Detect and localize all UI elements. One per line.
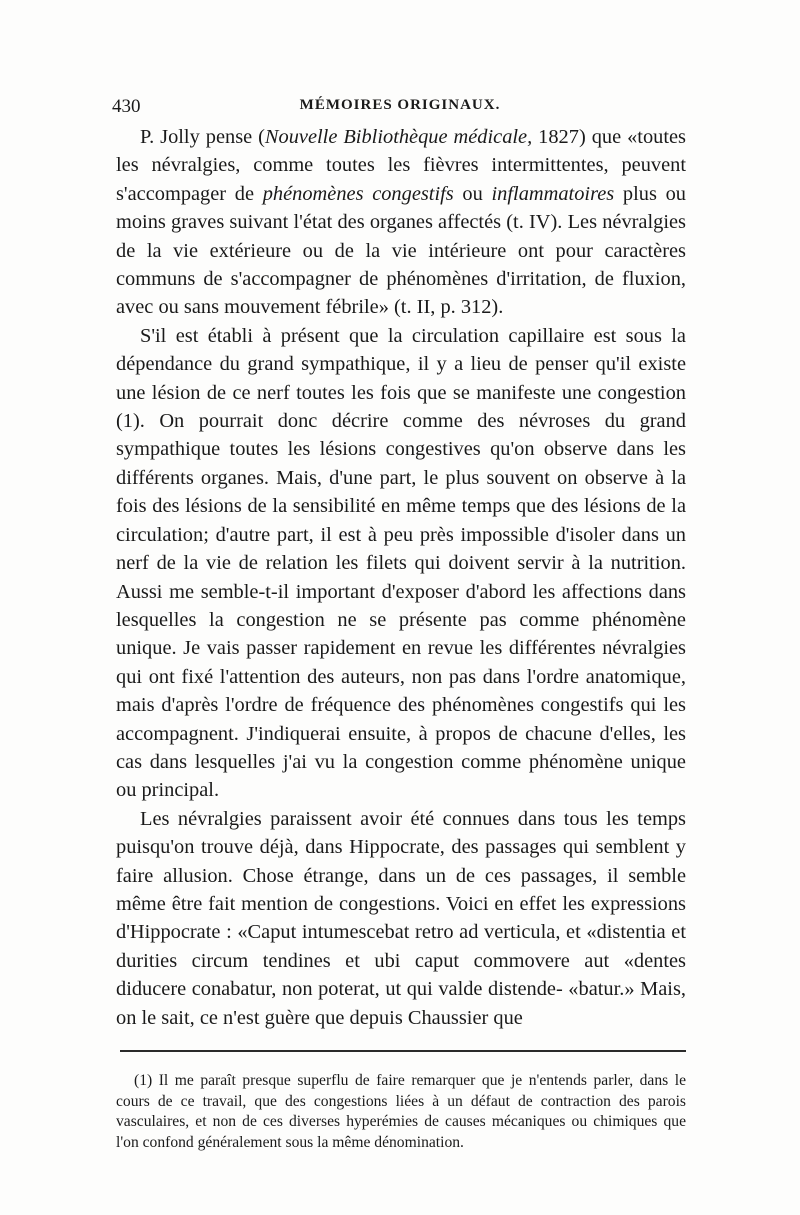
footnote: [116, 1071, 686, 1153]
p1-text-g: plus ou moins graves suivant l'état des organes affectés (t. IV). Les névralgies de la vie extérieure ou de la vie intérieure ont pour caractères communs de s'accompagner de phénomènes d'irritation, de fluxion, avec ou sans mouvement fébrile» (t. II, p. 312).: [116, 182, 686, 319]
p1-text-e: ou: [453, 182, 492, 205]
footnote-text: (1) Il me paraît presque superflu de faire remarquer que je n'entends parler, dans le cours de ce travail, que des congestions liées à un défaut de contraction des parois vasculaires, et non de ces diverses hyperémies de causes mécaniques ou chimiques que l'on confond généralement sous la même dénomination.: [116, 1072, 686, 1151]
citation-title: Nouvelle Bibliothèque médicale,: [264, 126, 533, 148]
paragraph-3: Les névralgies paraissent avoir été connues dans tous les temps puisqu'on trouve déjà, dans Hippocrate, des passages qui semblent y faire allusion. Chose étrange, dans un de ces passages, il semble même être fait mention de congestions. Voici en effet les expressions d'Hippocrate : «Caput intumescebat retro ad verticula, et «distentia et durities circum tendines et ubi caput commovere aut «dentes diducere conabatur, non poterat, ut qui valde distende- «batur.» Mais, on le sait, ce n'est guère que depuis Chaussier que: [116, 807, 686, 1029]
emphasis-congestifs: phénomènes congestifs: [262, 182, 454, 205]
p1-text-c: 1827) que «toutes les névralgies, comme toutes les fièvres intermittentes, peuvent s'accompager de: [116, 126, 686, 205]
footnote-rule: [120, 1050, 686, 1052]
running-title: MÉMOIRES ORIGINAUX.: [299, 97, 501, 113]
p1-text-a: P. Jolly pense (: [140, 126, 265, 148]
page-header: [112, 96, 688, 120]
page-number: 430: [112, 96, 141, 117]
emphasis-inflammatoires: inflammatoires: [491, 182, 615, 205]
paragraph-1: [116, 123, 686, 322]
paragraph-2: S'il est établi à présent que la circulation capillaire est sous la dépendance du grand sympathique, il y a lieu de penser qu'il existe une lésion de ce nerf toutes les fois que se manifeste une congestion (1). On pourrait donc décrire comme des névroses du grand sympathique toutes les lésions congestives qu'on observe dans les différents organes. Mais, d'une part, le plus souvent on observe à la fois des lésions de la sensibilité en même temps que des lésions de la circulation; d'autre part, il est à peu près impossible d'isoler dans un nerf de la vie de relation les filets qui doivent servir à la nutrition. Aussi me semble-t-il important d'exposer d'abord les affections dans lesquelles la congestion ne se présente pas comme phénomène unique. Je vais passer rapidement en revue les différentes névralgies qui ont fixé l'attention des auteurs, non pas dans l'ordre anatomique, mais d'après l'ordre de fréquence des phénomènes congestifs qui les accompagnent. J'indiquerai ensuite, à propos de chacune d'elles, les cas dans lesquelles j'ai vu la congestion comme phénomène unique ou principal.: [116, 324, 686, 802]
body-text: [116, 123, 686, 1032]
